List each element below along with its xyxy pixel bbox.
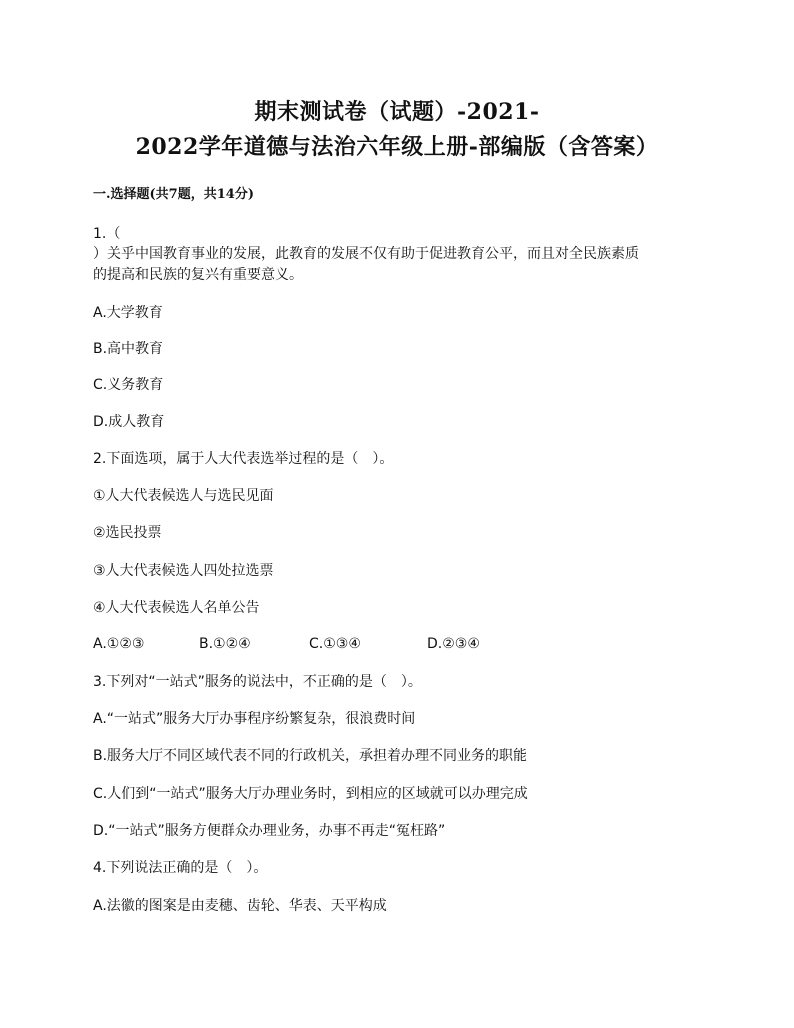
- question-2-item-4: ④人大代表候选人名单公告: [93, 600, 260, 616]
- document-title-line2: 2022学年道德与法治六年级上册-部编版（含答案）: [135, 134, 659, 160]
- question-3-option-c: C.人们到“一站式”服务大厅办理业务时，到相应的区域就可以办理完成: [93, 786, 528, 802]
- question-2-option-c: C.①③④: [309, 636, 361, 652]
- section-heading: 一.选择题(共7题，共14分): [93, 187, 254, 202]
- question-1-option-a: A.大学教育: [93, 305, 163, 321]
- question-2-option-d: D.②③④: [427, 636, 480, 652]
- question-1-option-c: C.义务教育: [93, 377, 164, 393]
- question-3-option-d: D.“一站式”服务方便群众办理业务，办事不再走“冤枉路”: [93, 823, 446, 839]
- question-2-option-b: B.①②④: [199, 636, 251, 652]
- question-3-option-b: B.服务大厅不同区域代表不同的行政机关，承担着办理不同业务的职能: [93, 748, 528, 764]
- question-2-item-3: ③人大代表候选人四处拉选票: [93, 563, 274, 579]
- question-1-stem-line2: 的提高和民族的复兴有重要意义。: [93, 267, 303, 283]
- question-2-stem: 2.下面选项，属于人大代表选举过程的是（ ）。: [93, 451, 394, 467]
- document-title-line1: 期末测试卷（试题）-2021-: [254, 99, 540, 125]
- question-3-option-a: A.“一站式”服务大厅办事程序纷繁复杂，很浪费时间: [93, 711, 416, 727]
- question-1-option-b: B.高中教育: [93, 341, 164, 357]
- question-1-stem-line1: ）关乎中国教育事业的发展，此教育的发展不仅有助于促进教育公平，而且对全民族素质: [93, 246, 639, 262]
- question-4-stem: 4.下列说法正确的是（ ）。: [93, 860, 268, 876]
- question-2-item-1: ①人大代表候选人与选民见面: [93, 488, 274, 504]
- question-3-stem: 3.下列对“一站式”服务的说法中，不正确的是（ ）。: [93, 674, 422, 690]
- question-2-item-2: ②选民投票: [93, 525, 162, 541]
- question-2-option-a: A.①②③: [93, 636, 145, 652]
- question-1-option-d: D.成人教育: [93, 414, 165, 430]
- question-4-option-a: A.法徽的图案是由麦穗、齿轮、华表、天平构成: [93, 898, 387, 914]
- question-1-number: 1.（: [93, 226, 121, 242]
